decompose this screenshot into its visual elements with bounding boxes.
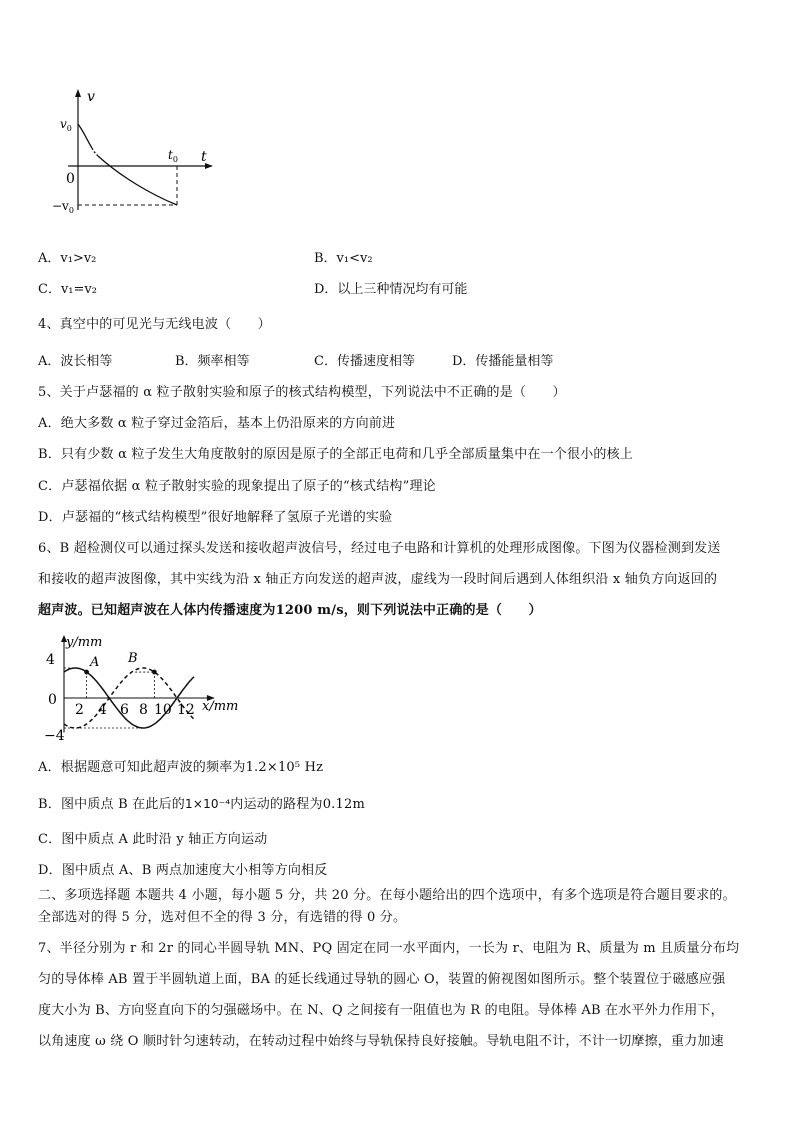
x-tick-4: 4 [98, 702, 107, 718]
q6-option-a: A．根据题意可知此超声波的频率为1.2×10⁵ Hz [38, 760, 324, 775]
x-tick-2: 2 [75, 702, 84, 718]
section-2-heading-line-2: 全部选对的得 5 分，选对但不全的得 3 分，有选错的得 0 分。 [38, 910, 407, 925]
point-b-label: B [128, 651, 138, 666]
section-2-heading-line-1: 二、多项选择题 本题共 4 小题，每小题 5 分，共 20 分。在每小题给出的四个选项中，有多个选项是符合题目要求的。 [38, 888, 736, 903]
q4-option-d: D．传播能量相等 [452, 354, 554, 369]
v-axis-label: v [87, 89, 95, 105]
y-tick-0: 0 [48, 692, 57, 708]
q4-option-a: A．波长相等 [38, 354, 113, 369]
y-tick-4: 4 [46, 652, 55, 668]
q6-option-d: D．图中质点 A、B 两点加速度大小相等方向相反 [38, 863, 328, 878]
q6-option-b-time: 1×10⁻⁴ [184, 797, 231, 811]
q4-option-c: C．传播速度相等 [314, 354, 415, 369]
y-axis-label: y/mm [66, 635, 103, 650]
ultrasound-wave-graph [44, 634, 254, 746]
q6-stem-line-3: 超声波。已知超声波在人体内传播速度为1200 m/s，则下列说法中正确的是（ ） [38, 603, 542, 618]
q3-option-d: D．以上三种情况均有可能 [314, 282, 468, 297]
x-tick-10: 10 [154, 702, 172, 718]
q5-option-c: C．卢瑟福依据 α 粒子散射实验的现象提出了原子的“核式结构”理论 [38, 479, 436, 494]
q6-option-b-pre: B．图中质点 B 在此后的 [38, 797, 185, 812]
neg-v0-label: $-v_0$ [52, 199, 74, 215]
q7-line-3: 度大小为 B、方向竖直向下的匀强磁场中。在 N、Q 之间接有一阻值也为 R 的电阻。导体棒 AB 在水平外力作用下， [38, 1003, 724, 1018]
q6-option-b-post: 内运动的路程为0.12m [230, 797, 365, 812]
q6-option-c: C．图中质点 A 此时沿 y 轴正方向运动 [38, 832, 268, 847]
x-tick-8: 8 [139, 702, 148, 718]
q6-stem-line-2: 和接收的超声波图像，其中实线为沿 x 轴正方向发送的超声波，虚线为一段时间后遇到人体组织沿 x 轴负方向返回的 [38, 572, 718, 587]
q5-option-d: D．卢瑟福的“核式结构模型”很好地解释了氢原子光谱的实验 [38, 510, 393, 525]
q7-line-4: 以角速度 ω 绕 O 顺时针匀速转动，在转动过程中始终与导轨保持良好接触。导轨电阻不计，不计一切摩擦，重力加速 [38, 1034, 724, 1049]
point-a-label: A [90, 655, 100, 670]
q3-option-b: B．v₁<v₂ [314, 251, 373, 266]
y-tick-neg4: −4 [44, 728, 65, 744]
q5-option-b: B．只有少数 α 粒子发生大角度散射的原因是原子的全部正电荷和几乎全部质量集中在一个很小的核上 [38, 447, 633, 462]
x-axis-label: x/mm [202, 699, 239, 714]
q7-line-1: 7、半径分别为 r 和 2r 的同心半圆导轨 MN、PQ 固定在同一水平面内，一长为 r、电阻为 R、质量为 m 且质量分布均 [38, 941, 740, 956]
x-tick-12: 12 [177, 702, 195, 718]
v0-label: $v_0$ [60, 117, 72, 133]
q5-stem: 5、关于卢瑟福的 α 粒子散射实验和原子的核式结构模型，下列说法中不正确的是（ ） [38, 385, 566, 400]
x-tick-6: 6 [120, 702, 129, 718]
q3-option-c: C．v₁=v₂ [38, 282, 97, 297]
q7-line-2: 匀的导体棒 AB 置于半圆轨道上面，BA 的延长线通过导轨的圆心 O，装置的俯视图如图所示。整个装置位于磁感应强 [38, 972, 726, 987]
q5-option-a: A．绝大多数 α 粒子穿过金箔后，基本上仍沿原来的方向前进 [38, 416, 396, 431]
t0-label: $t_0$ [168, 148, 178, 164]
origin-label: 0 [66, 171, 75, 187]
t-axis-label: t [201, 149, 207, 165]
q3-option-a: A．v₁>v₂ [38, 251, 97, 266]
point-a-marker [84, 670, 89, 675]
q6-stem-line-1: 6、B 超检测仪可以通过探头发送和接收超声波信号，经过电子电路和计算机的处理形成图像。下图为仪器检测到发送 [38, 541, 721, 556]
velocity-time-graph [50, 86, 230, 216]
q6-option-b [38, 795, 365, 814]
q4-stem: 4、真空中的可见光与无线电波（ ） [38, 317, 271, 332]
q4-option-b: B．频率相等 [175, 354, 250, 369]
